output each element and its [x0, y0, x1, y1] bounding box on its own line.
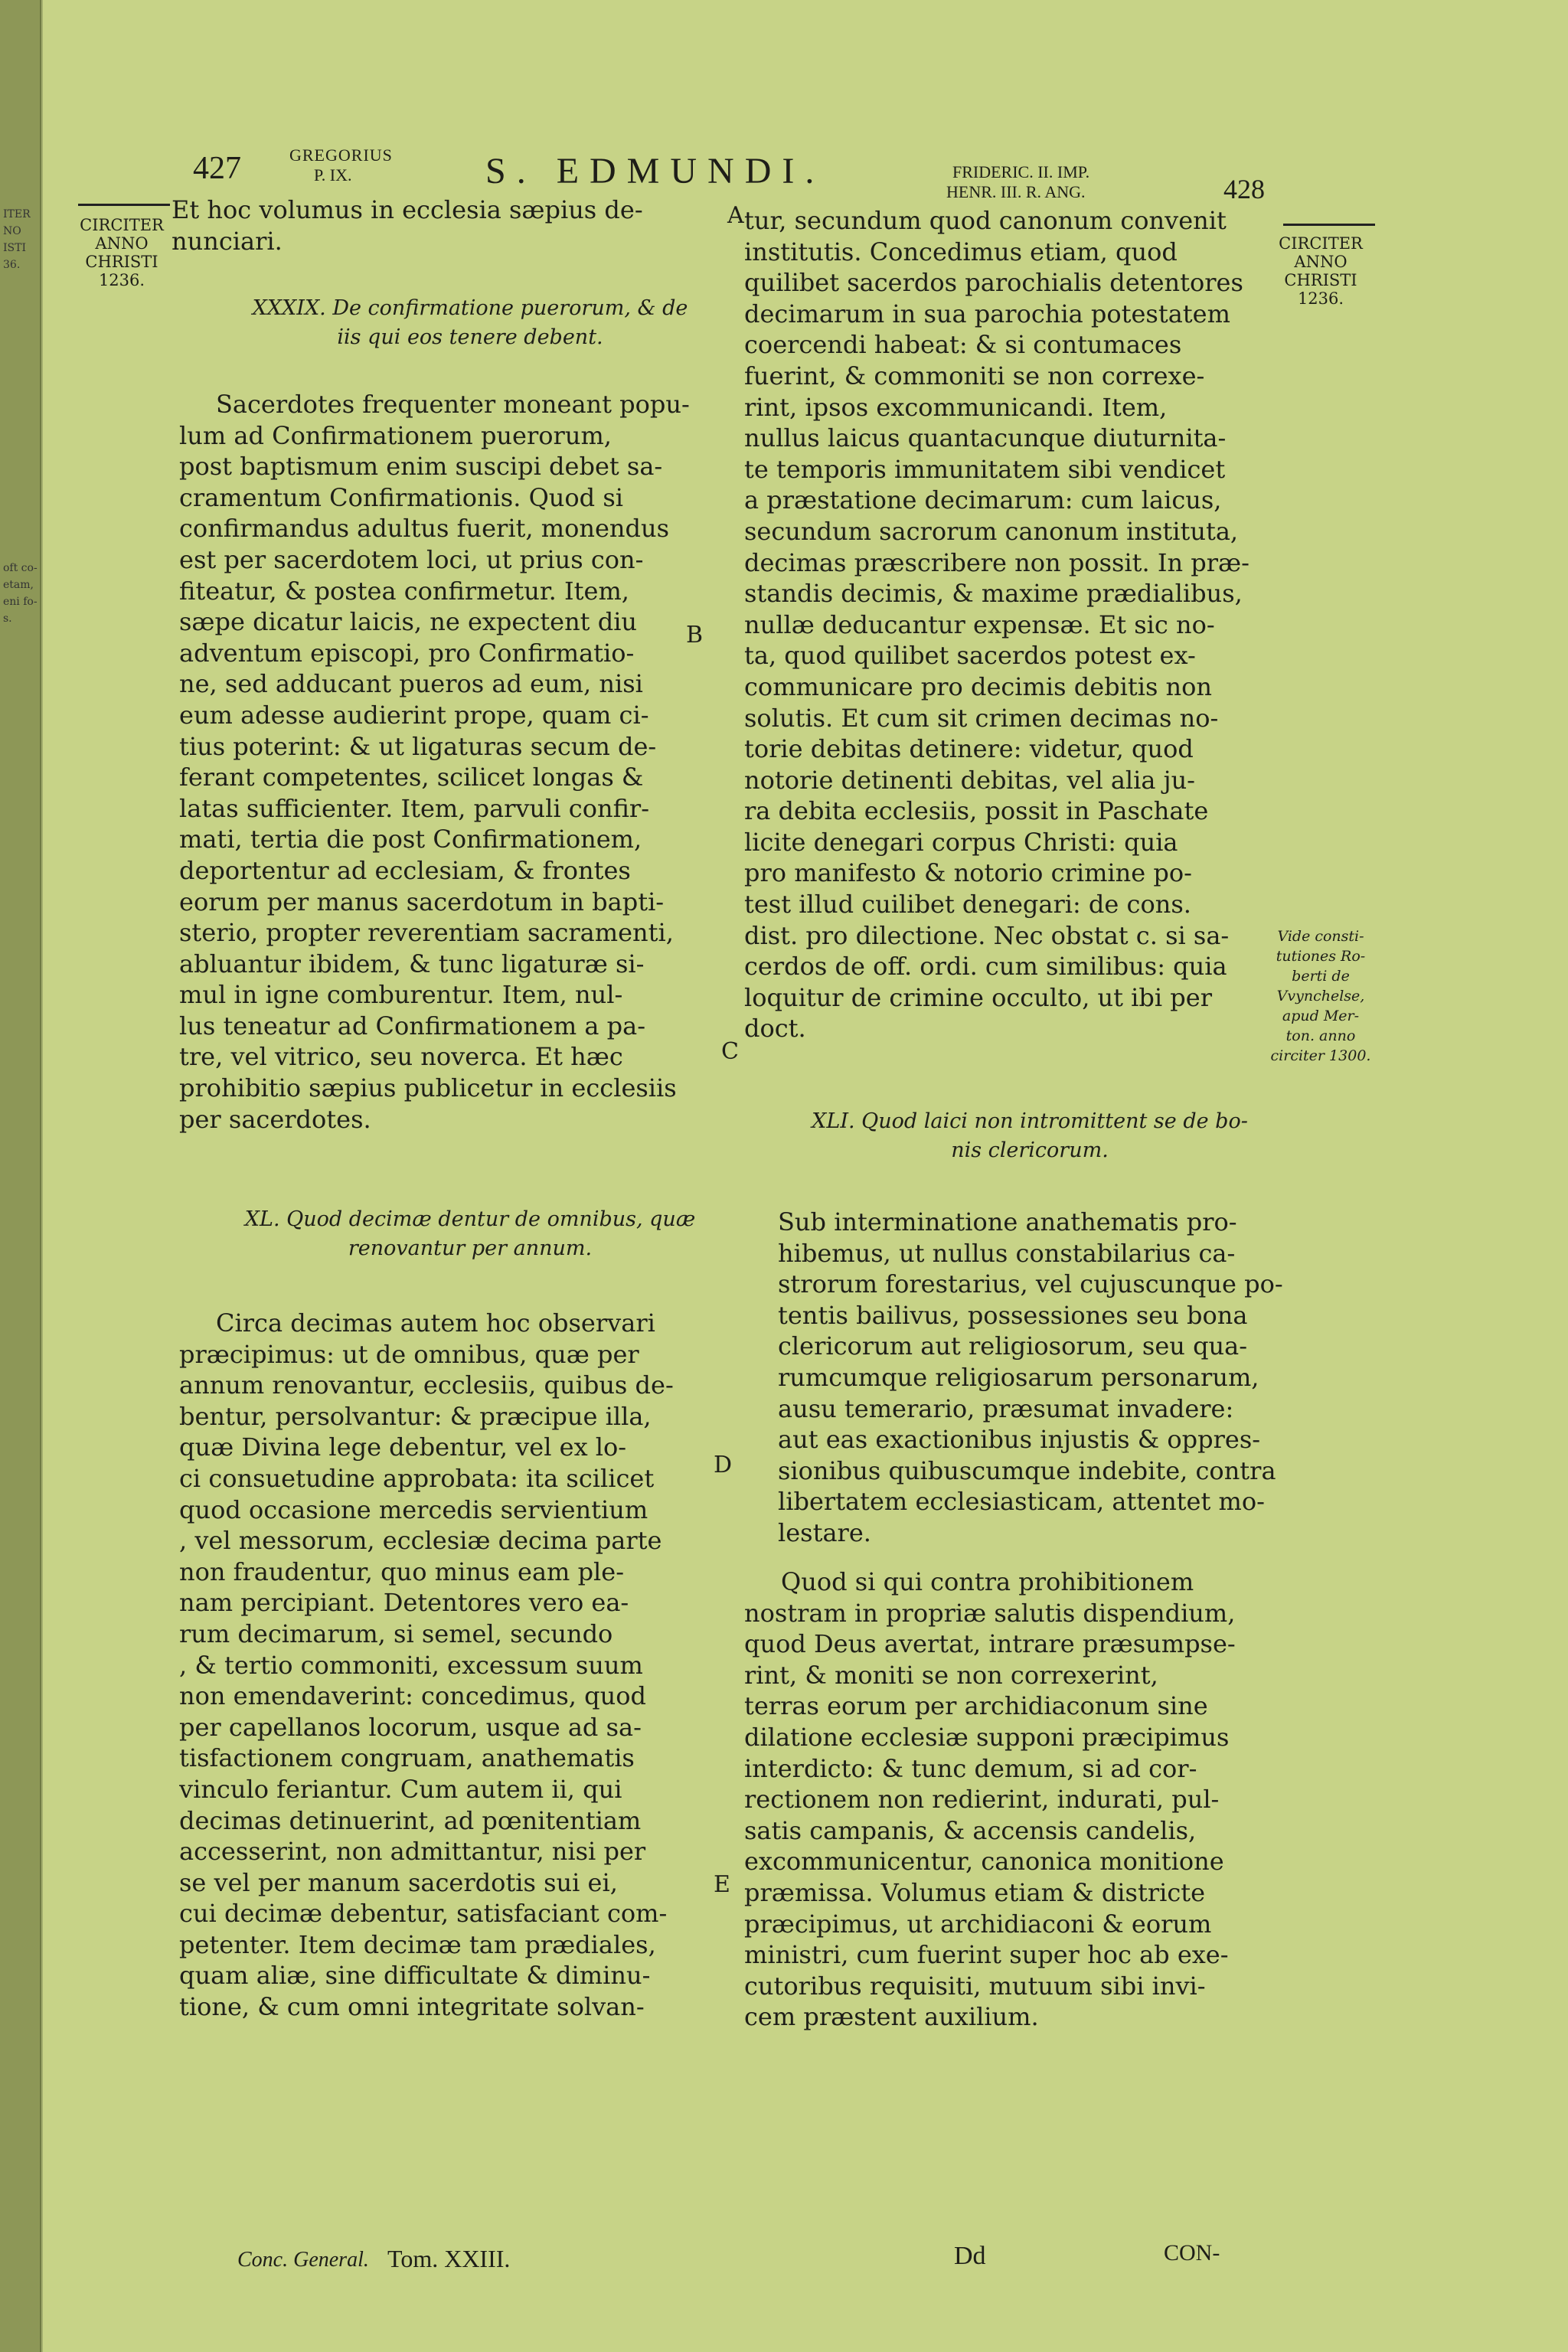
margin-date-left [72, 216, 172, 289]
heading-xli-line: XLI. Quod laici non intromittent se de bo- [812, 1109, 1248, 1133]
paragraph-xli-line: sionibus quibuscumque indebite, contra [778, 1455, 1276, 1485]
paragraph-xli-line: ausu temerario, præsumat invadere: [778, 1393, 1234, 1423]
paragraph-xxxix-line: Sacerdotes frequenter moneant popu- [216, 390, 690, 419]
paragraph-xl-line: accesserint, non admittantur, nisi per [179, 1837, 646, 1867]
facing-page-edge [0, 0, 41, 2352]
paragraph-xl-line: quam aliæ, sine difficultate & diminu- [179, 1961, 651, 1991]
footer-tome: Tom. XXIII. [387, 2245, 511, 2272]
intro-line: Et hoc volumus in ecclesia sæpius de- [172, 195, 643, 224]
paragraph-xxxix-line: est per sacerdotem loci, ut prius con- [179, 544, 644, 574]
paragraph-xli-b-line: cem præstent auxilium. [744, 2002, 1039, 2032]
paragraph-xl-line: tisfactionem congruam, anathematis [179, 1743, 635, 1773]
facing-page-fragment: ISTI [3, 242, 26, 254]
paragraph-xli-b-line: quod Deus avertat, intrare præsumpse- [744, 1629, 1236, 1659]
margin-reference-line: Vvynchelse, [1276, 988, 1365, 1004]
paragraph-xl-cont-line: decimas præscribere non possit. In præ- [744, 547, 1250, 577]
paragraph-xl-cont-line: institutis. Concedimus etiam, quod [744, 237, 1178, 266]
facing-page-fragment: etam, [3, 579, 34, 591]
book-page [43, 0, 1568, 2352]
paragraph-xxxix-line: cramentum Confirmationis. Quod si [179, 482, 623, 512]
margin-reference-line: ton. anno [1285, 1027, 1356, 1044]
paragraph-xxxix-line: eorum per manus sacerdotum in bapti- [179, 887, 665, 916]
paragraph-xl-continued [744, 205, 1315, 1044]
margin-reference-line: circiter 1300. [1270, 1047, 1371, 1064]
heading-xxxix-line: iis qui eos tenere debent. [337, 325, 603, 349]
paragraph-xli-line: hibemus, ut nullus constabilarius ca- [778, 1238, 1236, 1268]
paragraph-xl-line: , vel messorum, ecclesiæ decima parte [179, 1526, 662, 1556]
paragraph-xl-line: bentur, persolvantur: & præcipue illa, [179, 1401, 652, 1431]
paragraph-xl-cont-line: decimarum in sua parochia potestatem [744, 299, 1230, 328]
paragraph-xl-cont-line: dist. pro dilectione. Nec obstat c. si sa- [744, 920, 1230, 950]
paragraph-xl-cont-line: pro manifesto & notorio crimine po- [744, 858, 1192, 888]
paragraph-xxxix-line: lum ad Confirmationem puerorum, [179, 420, 612, 450]
facing-page-fragment: ITER [3, 208, 31, 220]
paragraph-xxxix-line: ferant competentes, scilicet longas & [179, 763, 644, 792]
margin-date-right-line: CIRCITER [1279, 234, 1363, 253]
paragraph-xl-cont-line: ra debita ecclesiis, possit in Paschate [744, 796, 1209, 826]
paragraph-xli-b-line: excommunicentur, canonica monitione [744, 1847, 1224, 1877]
margin-date-right-line: ANNO [1294, 253, 1348, 271]
facing-page-fragment: 36. [3, 259, 21, 271]
heading-xli-line: nis clericorum. [951, 1138, 1109, 1162]
paragraph-xl-line: annum renovantur, ecclesiis, quibus de- [179, 1370, 674, 1400]
paragraph-xxxix-line: tre, vel vitrico, seu noverca. Et hæc [179, 1042, 623, 1072]
paragraph-xl-line: se vel per manum sacerdotis sui ei, [179, 1867, 618, 1897]
paragraph-xxxix-line: deportentur ad ecclesiam, & frontes [179, 855, 631, 885]
paragraph-xl-cont-line: secundum sacrorum canonum instituta, [744, 516, 1239, 546]
paragraph-xl-cont-line: nullus laicus quantacunque diuturnita- [744, 423, 1227, 453]
paragraph-xl-cont-line: ta, quod quilibet sacerdos potest ex- [744, 641, 1196, 671]
facing-page-fragment: s. [3, 612, 12, 625]
margin-date-right-line: 1236. [1297, 289, 1344, 308]
left-margin-rule [78, 204, 170, 206]
paragraph-xxxix-line: eum adesse audierint prope, quam ci- [179, 700, 649, 730]
paragraph-xl-cont-line: test illud cuilibet denegari: de cons. [744, 890, 1191, 920]
heading-xl [179, 1205, 761, 1263]
paragraph-xl-cont-line: solutis. Et cum sit crimen decimas no- [744, 703, 1219, 733]
paragraph-xl-cont-line: coercendi habeat: & si contumaces [744, 330, 1182, 360]
heading-xl-line: renovantur per annum. [348, 1236, 593, 1260]
paragraph-xl-line: præcipimus: ut de omnibus, quæ per [179, 1339, 639, 1369]
paragraph-xl-line: per capellanos locorum, usque ad sa- [179, 1712, 642, 1742]
paragraph-xl-line: ci consuetudine approbata: ita scilicet [179, 1463, 655, 1493]
paragraph-xxxix-line: confirmandus adultus fuerit, monendus [179, 514, 670, 544]
paragraph-xl-cont-line: quilibet sacerdos parochialis detentores [744, 268, 1243, 298]
paragraph-xl-line: rum decimarum, si semel, secundo [179, 1619, 613, 1648]
paragraph-xl-cont-line: torie debitas detinere: videtur, quod [744, 734, 1194, 764]
paragraph-xl-cont-line: nullæ deducantur expensæ. Et sic no- [744, 609, 1215, 639]
paragraph-xxxix-line: ne, sed adducant pueros ad eum, nisi [179, 669, 643, 699]
margin-reference-line: tutiones Ro- [1276, 948, 1366, 965]
paragraph-xl-cont-line: standis decimis, & maxime prædialibus, [744, 579, 1243, 609]
paragraph-xli-line: strorum forestarius, vel cujuscunque po- [778, 1269, 1283, 1299]
margin-date-left-line: ANNO [95, 234, 149, 253]
paragraph-xli-b [744, 1566, 1315, 2033]
margin-reference-line: apud Mer- [1282, 1008, 1360, 1024]
paragraph-xl-line: vinculo feriantur. Cum autem ii, qui [179, 1774, 622, 1804]
paragraph-xl-cont-line: rint, ipsos excommunicandi. Item, [744, 392, 1168, 422]
paragraph-xxxix-line: fiteatur, & postea confirmetur. Item, [179, 576, 629, 606]
paragraph-xl-line: non emendaverint: concedimus, quod [179, 1681, 646, 1711]
footer-series: Conc. General. [237, 2248, 369, 2272]
paragraph-xli-line: rumcumque religiosarum personarum, [778, 1362, 1259, 1392]
paragraph-xxxix-line: mati, tertia die post Confirmationem, [179, 825, 642, 854]
paragraph-xl-line: cui decimæ debentur, satisfaciant com- [179, 1899, 668, 1929]
section-marker-a: A [727, 202, 744, 229]
paragraph-xl-cont-line: communicare pro decimis debitis non [744, 671, 1213, 701]
paragraph-xli-line: Sub interminatione anathematis pro- [778, 1207, 1237, 1236]
paragraph-xli-b-line: interdicto: & tunc demum, si ad cor- [744, 1753, 1197, 1783]
paragraph-xli-b-line: nostram in propriæ salutis dispendium, [744, 1598, 1236, 1628]
paragraph-xl-cont-line: te temporis immunitatem sibi vendicet [744, 454, 1226, 484]
paragraph-xli-b-line: ministri, cum fuerint super hoc ab exe- [744, 1940, 1229, 1970]
page-number-right: 428 [1223, 174, 1265, 204]
facing-page-fragment: NO [3, 225, 21, 237]
paragraph-xl-cont-line: tur, secundum quod canonum convenit [744, 206, 1227, 235]
paragraph-xl-line: decimas detinuerint, ad pœnitentiam [179, 1805, 642, 1835]
paragraph-xxxix [179, 389, 761, 1135]
heading-xxxix-line: XXXIX. De confirmatione puerorum, & de [252, 296, 688, 320]
paragraph-xli-b-line: satis campanis, & accensis candelis, [744, 1815, 1197, 1845]
paragraph-xl-line: Circa decimas autem hoc observari [216, 1308, 655, 1338]
paragraph-xl-line: , & tertio commoniti, excessum suum [179, 1650, 643, 1680]
heading-xxxix [179, 294, 761, 352]
paragraph-xli-line: lestare. [778, 1517, 871, 1547]
paragraph-xli [778, 1207, 1314, 1549]
footer-signature: Dd [954, 2242, 986, 2270]
paragraph-xli-b-line: rectionem non redierint, indurati, pul- [744, 1785, 1220, 1815]
paragraph-xl-line: non fraudentur, quo minus eam ple- [179, 1557, 625, 1586]
paragraph-xxxix-line: sæpe dicatur laicis, ne expectent diu [179, 607, 638, 637]
page-number-left: 427 [193, 151, 241, 186]
paragraph-xxxix-line: prohibitio sæpius publicetur in ecclesiis [179, 1073, 677, 1103]
paragraph-xl [179, 1308, 761, 2023]
paragraph-xl-line: quæ Divina lege debentur, vel ex lo- [179, 1432, 627, 1462]
paragraph-xxxix-line: adventum episcopi, pro Confirmatio- [179, 638, 635, 668]
paragraph-xl-cont-line: fuerint, & commoniti se non correxe- [744, 361, 1205, 390]
paragraph-xli-b-line: cutoribus requisiti, mutuum sibi invi- [744, 1971, 1206, 2001]
section-marker-d: D [714, 1452, 733, 1478]
paragraph-xli-b-line: terras eorum per archidiaconum sine [744, 1691, 1208, 1721]
section-marker-b: B [686, 622, 704, 648]
paragraph-xli-line: clericorum aut religiosorum, seu qua- [778, 1331, 1248, 1361]
paragraph-xxxix-line: post baptismum enim suscipi debet sa- [179, 452, 663, 482]
paragraph-xl-cont-line: doct. [744, 1014, 806, 1044]
paragraph-xxxix-line: sterio, propter reverentiam sacramenti, [179, 918, 674, 948]
paragraph-xli-b-line: præmissa. Volumus etiam & districte [744, 1877, 1206, 1907]
section-marker-c: C [721, 1038, 739, 1065]
margin-date-right-line: CHRISTI [1284, 271, 1357, 289]
paragraph-xl-cont-line: loquitur de crimine occulto, ut ibi per [744, 982, 1213, 1012]
paragraph-xxxix-line: lus teneatur ad Confirmationem a pa- [179, 1011, 645, 1040]
paragraph-xxxix-line: tius poterint: & ut ligaturas secum de- [179, 731, 657, 761]
facing-page-fragment: oft co- [3, 562, 38, 574]
king-name: HENR. III. R. ANG. [946, 182, 1086, 201]
paragraph-xxxix-line: mul in igne comburentur. Item, nul- [179, 980, 623, 1010]
paragraph-xli-line: libertatem ecclesiasticam, attentet mo- [778, 1487, 1265, 1517]
margin-date-left-line: CIRCITER [80, 216, 164, 234]
left-intro [172, 194, 763, 256]
paragraph-xl-line: nam percipiant. Detentores vero ea- [179, 1588, 629, 1618]
paragraph-xli-b-line: dilatione ecclesiæ supponi præcipimus [744, 1722, 1230, 1752]
facing-page-fragment: eni fo- [3, 596, 38, 608]
margin-reference-line: Vide consti- [1277, 928, 1364, 945]
emperor-name: FRIDERIC. II. IMP. [952, 162, 1090, 181]
margin-date-left-line: 1236. [98, 271, 145, 289]
paragraph-xli-line: tentis bailivus, possessiones seu bona [778, 1300, 1248, 1330]
margin-reference-line: berti de [1292, 968, 1350, 985]
paragraph-xli-line: aut eas exactionibus injustis & oppres- [778, 1425, 1261, 1455]
pope-name: GREGORIUS [289, 145, 393, 165]
paragraph-xl-cont-line: licite denegari corpus Christi: quia [744, 827, 1178, 857]
paragraph-xli-b-line: præcipimus, ut archidiaconi & eorum [744, 1909, 1212, 1939]
paragraph-xli-b-line: Quod si qui contra prohibitionem [781, 1567, 1194, 1596]
paragraph-xl-line: tione, & cum omni integritate solvan- [179, 1992, 645, 2022]
paragraph-xl-line: petenter. Item decimæ tam prædiales, [179, 1929, 656, 1959]
paragraph-xl-cont-line: cerdos de off. ordi. cum similibus: quia [744, 952, 1227, 982]
section-marker-e: E [714, 1871, 730, 1898]
paragraph-xl-cont-line: notorie detinenti debitas, vel alia ju- [744, 765, 1195, 795]
intro-line: nunciari. [172, 226, 283, 256]
paragraph-xxxix-line: per sacerdotes. [179, 1104, 371, 1134]
running-title: S. EDMUNDI. [485, 151, 825, 191]
pope-number: P. IX. [314, 165, 352, 185]
heading-xli [744, 1107, 1315, 1165]
paragraph-xl-line: quod occasione mercedis servientium [179, 1494, 648, 1524]
footer-catchword: CON- [1164, 2240, 1220, 2265]
paragraph-xxxix-line: abluantur ibidem, & tunc ligaturæ si- [179, 949, 645, 978]
heading-xl-line: XL. Quod decimæ dentur de omnibus, quæ [244, 1207, 696, 1231]
paragraph-xl-cont-line: a præstatione decimarum: cum laicus, [744, 485, 1222, 515]
margin-date-left-line: CHRISTI [85, 253, 158, 271]
paragraph-xxxix-line: latas sufficienter. Item, parvuli confir- [179, 793, 650, 823]
paragraph-xli-b-line: rint, & moniti se non correxerint, [744, 1660, 1158, 1690]
